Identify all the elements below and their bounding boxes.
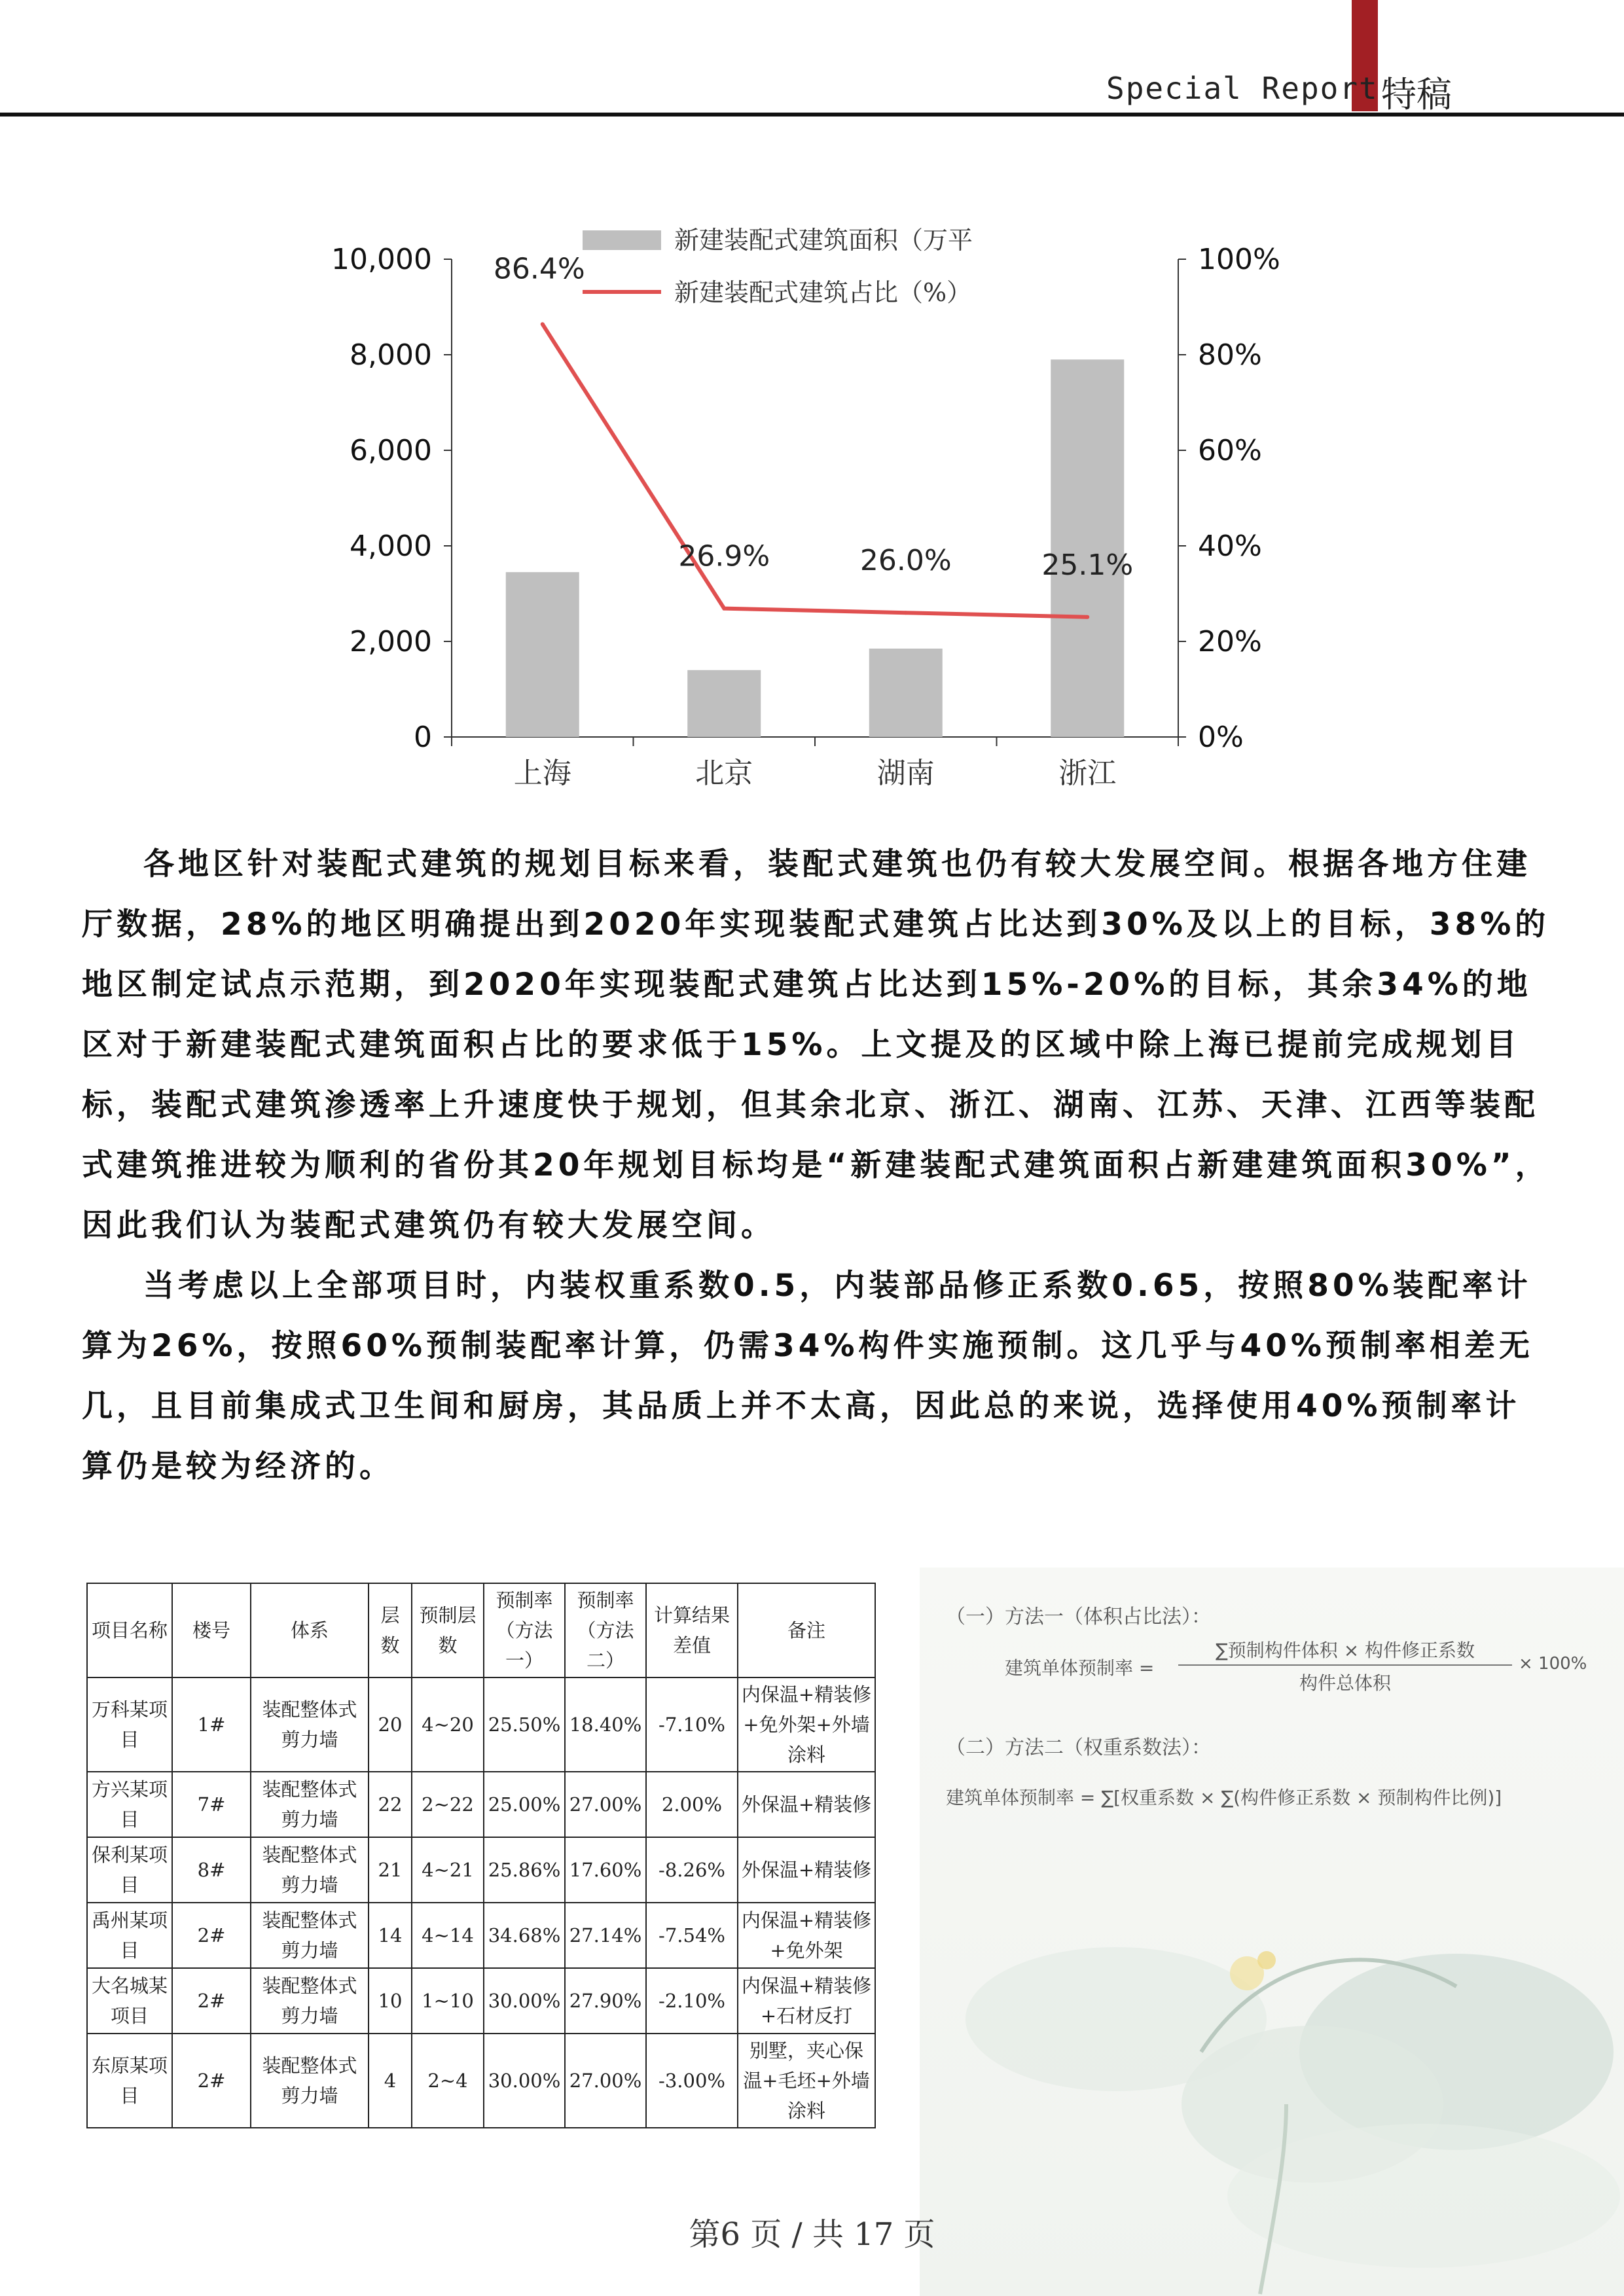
table-cell: 2# [172,1968,251,2034]
table-cell: 4~21 [412,1837,484,1903]
table-cell: 25.86% [484,1837,565,1903]
table-cell: 万科某项目 [87,1677,172,1772]
method2-title: （二）方法二（权重系数法）： [946,1736,1211,1759]
right-tick-label: 60% [1198,434,1262,467]
col-header: 计算结果差值 [646,1583,738,1677]
table-cell: 禹州某项目 [87,1903,172,1968]
table-cell: 20 [369,1677,412,1772]
x-tick-label: 湖南 [876,757,935,790]
table-cell: 27.00% [565,2034,646,2128]
data-label: 25.1% [1041,548,1134,582]
table-cell: 2# [172,1903,251,1968]
legend-bar-label: 新建装配式建筑面积（万平 [674,226,973,255]
line-point [722,607,726,611]
data-label: 26.9% [678,539,770,573]
table-cell: -8.26% [646,1837,738,1903]
table-cell: 7# [172,1772,251,1837]
method1-factor: × 100% [1519,1654,1587,1674]
table-cell: 27.00% [565,1772,646,1837]
table-cell: 1# [172,1677,251,1772]
table-row [87,1772,875,1837]
prefab-building-chart [295,196,1342,825]
table-cell: 外保温+精装修 [738,1837,875,1903]
line-point [541,322,545,326]
paragraph-1: 各地区针对装配式建筑的规划目标来看，装配式建筑也仍有较大发展空间。根据各地方住建厅数据，28%的地区明确提出到2020年实现装配式建筑占比达到30%及以上的目标，38%的地区制定试点示范期，到2020年实现装配式建筑占比达到15%-20%的目标，其余34%的地区对于新建装配式建筑面积占比的要求低于15%。上文提及的区域中除上海已提前完成规划目标，装配式建筑渗透率上升速度快于规划，但其余北京、浙江、湖南、江苏、天津、江西等装配式建筑推进较为顺利的省份其20年规划目标均是“新建装配式建筑面积占新建建筑面积30%”，因此我们认为装配式建筑仍有较大发展空间。 [82,846,1550,1244]
table-row [87,1903,875,1968]
table-cell: 22 [369,1772,412,1837]
col-header: 体系 [251,1583,369,1677]
legend-line-label: 新建装配式建筑占比（%） [674,278,972,307]
table-cell: 14 [369,1903,412,1968]
table-cell: 装配整体式剪力墙 [251,1837,369,1903]
method1-denominator: 构件总体积 [1299,1672,1391,1694]
table-row [87,2034,875,2128]
method2-expression: 建筑单体预制率 = ∑[权重系数 × ∑(构件修正系数 × 预制构件比例)] [946,1787,1502,1808]
table-cell: -7.10% [646,1677,738,1772]
left-tick-label: 8,000 [350,338,432,372]
header-title-en: Special Report [1106,71,1379,106]
left-tick-label: 2,000 [350,625,432,658]
table-cell: 21 [369,1837,412,1903]
body-text [82,834,1555,1497]
table-cell: 装配整体式剪力墙 [251,1772,369,1837]
bar-北京 [687,670,761,737]
table-cell: 4~20 [412,1677,484,1772]
right-tick-label: 0% [1198,721,1244,754]
method1-lhs: 建筑单体预制率 = [1005,1657,1155,1679]
table-cell: 27.90% [565,1968,646,2034]
x-tick-label: 浙江 [1058,757,1117,790]
table-cell: 34.68% [484,1903,565,1968]
method1-numerator: ∑预制构件体积 × 构件修正系数 [1215,1640,1475,1661]
right-tick-label: 100% [1198,243,1280,276]
right-tick-label: 20% [1198,625,1262,658]
table-cell: 17.60% [565,1837,646,1903]
table-header-row [87,1583,875,1677]
table-cell: 内保温+精装修+石材反打 [738,1968,875,2034]
table-cell: 方兴某项目 [87,1772,172,1837]
table-cell: -2.10% [646,1968,738,2034]
table-cell: -3.00% [646,2034,738,2128]
table-cell: 1~10 [412,1968,484,2034]
table-cell: 30.00% [484,1968,565,2034]
table-cell: 保利某项目 [87,1837,172,1903]
paragraph-2: 当考虑以上全部项目时，内装权重系数0.5，内装部品修正系数0.65，按照80%装配率计算为26%，按照60%预制装配率计算，仍需34%构件实施预制。这几乎与40%预制率相差无几，且目前集成式卫生间和厨房，其品质上并不太高，因此总的来说，选择使用40%预制率计算仍是较为经济的。 [82,1268,1534,1484]
table-cell: 18.40% [565,1677,646,1772]
table-row [87,1837,875,1903]
line-point [904,611,908,615]
table-cell: 30.00% [484,2034,565,2128]
table-cell: 装配整体式剪力墙 [251,2034,369,2128]
table-cell: 27.14% [565,1903,646,1968]
method1-title: （一）方法一（体积占比法）： [946,1605,1211,1628]
table-cell: 2~22 [412,1772,484,1837]
page-number: 第6 页 / 共 17 页 [689,2216,935,2253]
table-cell: 10 [369,1968,412,2034]
data-label: 86.4% [493,252,585,286]
table-cell: 东原某项目 [87,2034,172,2128]
col-header: 预制层数 [412,1583,484,1677]
fraction-bar [1178,1664,1512,1666]
table-row [87,1677,875,1772]
x-tick-label: 北京 [695,757,753,790]
bar-上海 [506,572,579,737]
table-cell: 2~4 [412,2034,484,2128]
table-cell: 装配整体式剪力墙 [251,1968,369,2034]
header-title-cn: 特稿 [1381,74,1452,115]
col-header: 备注 [738,1583,875,1677]
table-cell: 4~14 [412,1903,484,1968]
col-header: 层数 [369,1583,412,1677]
table-cell: 内保温+精装修+免外架+外墙涂料 [738,1677,875,1772]
col-header: 楼号 [172,1583,251,1677]
header-rule [0,113,1624,117]
prefab-rate-table [86,1583,876,2128]
left-tick-label: 0 [414,721,432,754]
col-header: 预制率（方法二） [565,1583,646,1677]
formula-panel [920,1568,1624,2296]
table-row [87,1968,875,2034]
table-cell: 大名城某项目 [87,1968,172,2034]
table-cell: 别墅，夹心保温+毛坯+外墙涂料 [738,2034,875,2128]
table-cell: 25.50% [484,1677,565,1772]
table-cell: 装配整体式剪力墙 [251,1677,369,1772]
table-cell: 25.00% [484,1772,565,1837]
table-cell: 内保温+精装修+免外架 [738,1903,875,1968]
col-header: 项目名称 [87,1583,172,1677]
line-point [1085,615,1089,619]
right-tick-label: 40% [1198,529,1262,563]
share-line [543,324,1088,617]
right-tick-label: 80% [1198,338,1262,372]
table-cell: -7.54% [646,1903,738,1968]
table-cell: 4 [369,2034,412,2128]
table-cell: 外保温+精装修 [738,1772,875,1837]
data-label: 26.0% [859,544,952,578]
legend-bar-swatch [583,230,661,250]
x-tick-label: 上海 [513,757,571,790]
bar-湖南 [869,649,943,737]
left-tick-label: 4,000 [350,529,432,563]
table-cell: 2# [172,2034,251,2128]
col-header: 预制率（方法一） [484,1583,565,1677]
table-cell: 8# [172,1837,251,1903]
table-cell: 2.00% [646,1772,738,1837]
left-tick-label: 6,000 [350,434,432,467]
table-cell: 装配整体式剪力墙 [251,1903,369,1968]
left-tick-label: 10,000 [331,243,432,276]
